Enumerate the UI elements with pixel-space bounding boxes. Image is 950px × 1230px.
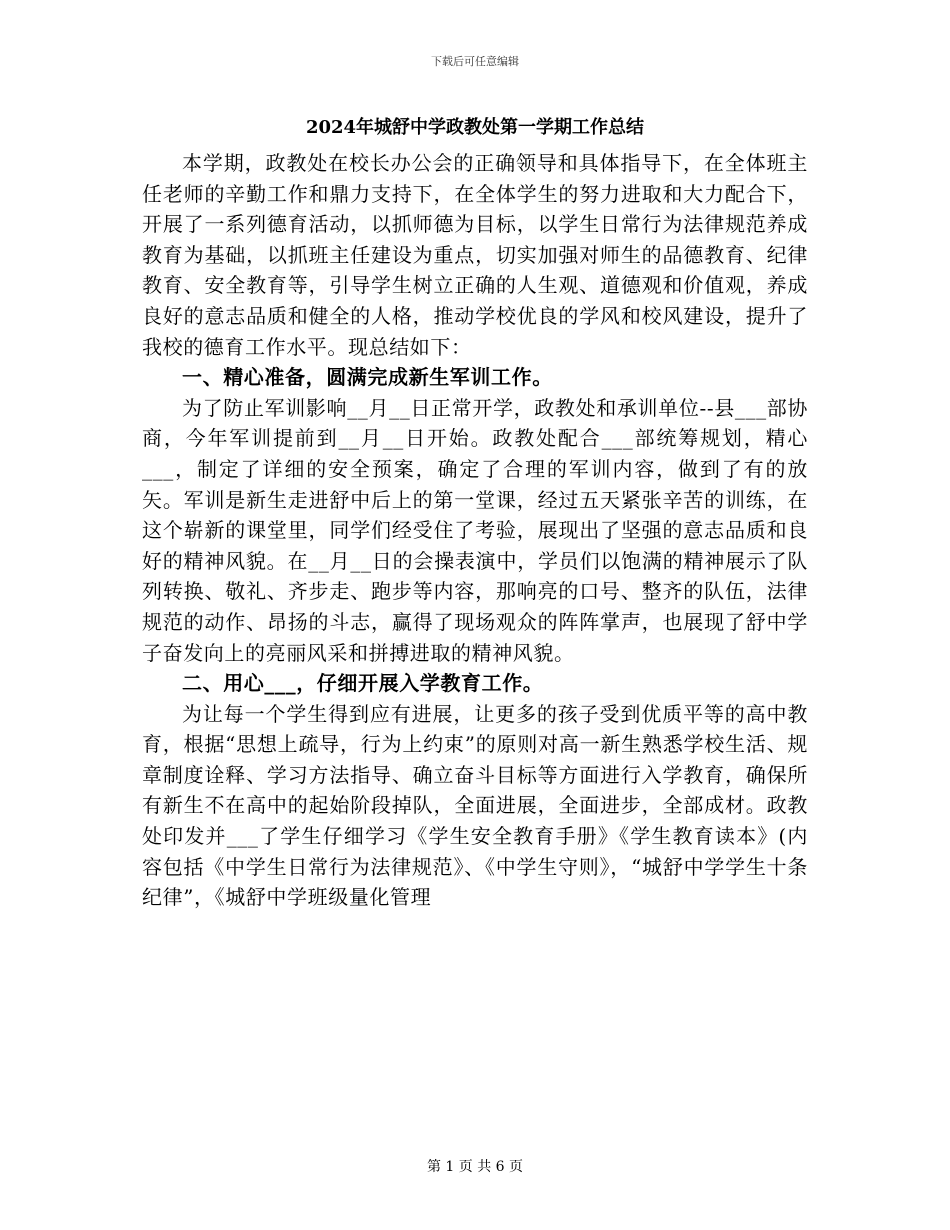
section-2-paragraph: 为让每一个学生得到应有进展，让更多的孩子受到优质平等的高中教育，根据“思想上疏导，行为上约束”的原则对高一新生熟悉学校生活、规章制度诠释、学习方法指导、确立奋斗目标等方面进行入学教育，确保所有新生不在高中的起始阶段掉队，全面进展，全面进步，全部成材。政教处印发并___了学生仔细学习《学生安全教育手册》《学生教育读本》(内容包括《中学生日常行为法律规范》、《中学生守则》，“城舒中学学生十条纪律”，《城舒中学班级量化管理 (142, 701, 808, 910)
section-2-heading: 二、用心___，仔细开展入学教育工作。 (182, 671, 544, 696)
page-number: 第 1 页 共 6 页 (426, 1159, 524, 1175)
document-title: 2024年城舒中学政教处第一学期工作总结 (305, 117, 645, 138)
section-1-paragraph: 为了防止军训影响__月__日正常开学，政教处和承训单位--县___部协商，今年军训提前到__月__日开始。政教处配合___部统筹规划，精心___，制定了详细的安全预案，确定了合理的军训内容，做到了有的放矢。军训是新生走进舒中后上的第一堂课，经过五天紧张辛苦的训练，在这个崭新的课堂里，同学们经受住了考验，展现出了坚强的意志品质和良好的精神风貌。在__月__日的会操表演中，学员们以饱满的精神展示了队列转换、敬礼、齐步走、跑步等内容，那响亮的口号、整齐的队伍，法律规范的动作、昂扬的斗志，赢得了现场观众的阵阵掌声，也展现了舒中学子奋发向上的亮丽风采和拼搏进取的精神风貌。 (142, 395, 808, 665)
download-note: 下载后可任意编辑 (431, 55, 519, 68)
document-body (142, 148, 808, 913)
intro-paragraph: 本学期，政教处在校长办公会的正确领导和具体指导下，在全体班主任老师的辛勤工作和鼎力支持下，在全体学生的努力进取和大力配合下，开展了一系列德育活动，以抓师德为目标，以学生日常行为法律规范养成教育为基础，以抓班主任建设为重点，切实加强对师生的品德教育、纪律教育、安全教育等，引导学生树立正确的人生观、道德观和价值观，养成良好的意志品质和健全的人格，推动学校优良的学风和校风建设，提升了我校的德育工作水平。现总结如下： (142, 151, 808, 359)
section-1-heading: 一、精心准备，圆满完成新生军训工作。 (182, 365, 553, 390)
